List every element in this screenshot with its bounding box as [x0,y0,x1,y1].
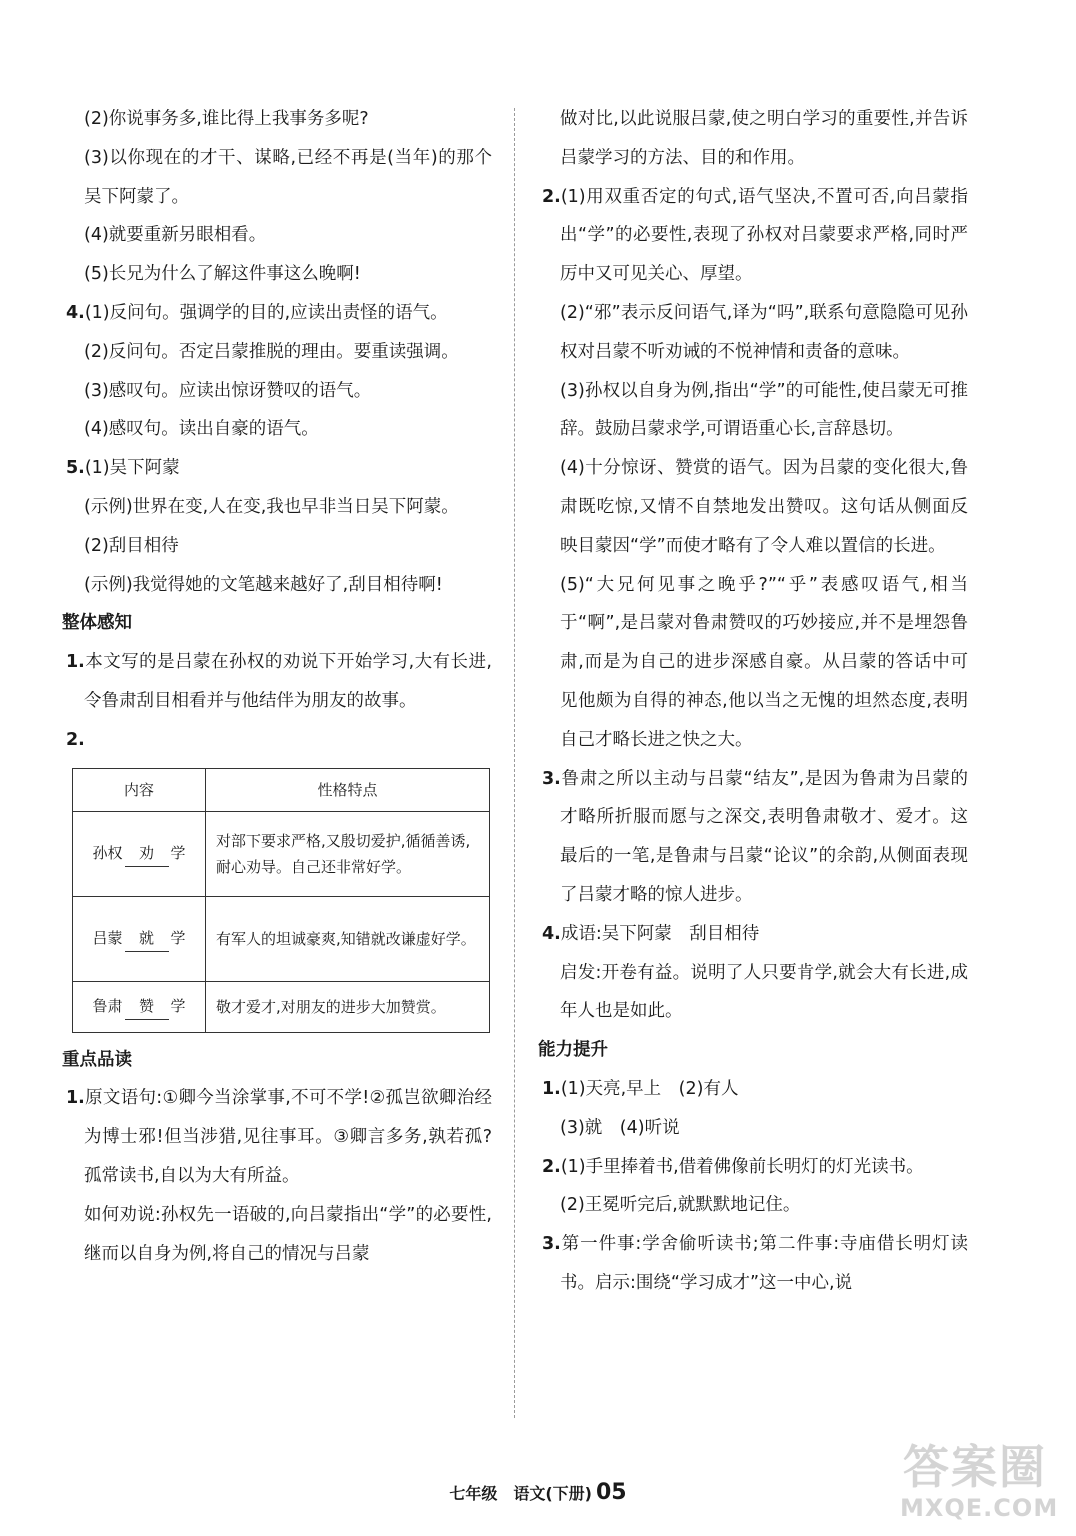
table-cell-person [73,981,206,1032]
q5-item-2: (2)刮目相待 [84,535,179,556]
footer-label: 七年级 语文(下册) [449,1484,592,1503]
watermark-url: MXQE.COM [900,1494,1059,1522]
q4-inspiration: 启发:开卷有益。说明了人只要肯学,就会大有长进,成年人也是如此。 [560,962,968,1022]
q2-item-5: (5)“大兄何见事之晚乎?”“乎”表感叹语气,相当于“啊”,是吕蒙对鲁肃赞叹的巧妙接应,并不是埋怨鲁肃,而是为自己的进步深感自豪。从吕蒙的答话中可见他颇为自得的神态,他以当之无愧的坦然态度,表明自己才略长进之快之大。 [560,574,968,750]
ability-q1-part2: (3)就 (4)听说 [560,1117,680,1138]
q4-item-4: (4)感叹句。读出自豪的语气。 [84,419,319,440]
overall-q1 [62,643,492,721]
key-q1-number: 1. [66,1088,85,1109]
q4r-number: 4. [542,923,561,944]
q3-item-4: (4)就要重新另眼相看。 [84,225,267,246]
q4-idioms: 成语:吴下阿蒙 刮目相待 [560,923,760,944]
key-q1 [62,1079,492,1195]
overall-q1-text: 本文写的是吕蒙在孙权的劝说下开始学习,大有长进,令鲁肃刮目相看并与他结伴为朋友的故事。 [84,652,492,711]
ability-q2-number: 2. [542,1156,561,1177]
ability-q3-number: 3. [542,1234,561,1255]
q4-answer [538,915,968,954]
q5-example-2: (示例)我觉得她的文笔越来越好了,刮目相待啊! [84,574,443,595]
ability-q1-text: (1)天亮,早上 (2)有人 [560,1078,739,1099]
q2-item-2: (2)“邪”表示反问语气,译为“吗”,联系句意隐隐可见孙权对吕蒙不听劝诫的不悦神情和责备的意味。 [560,302,968,362]
ability-q3 [538,1225,968,1303]
table-cell-person [73,896,206,981]
q5-number: 5. [66,458,85,479]
key-q1-continuation: 做对比,以此说服吕蒙,使之明白学习的重要性,并告诉吕蒙学习的方法、目的和作用。 [560,109,968,168]
right-column [538,100,968,1303]
table-cell-trait: 有军人的坦诚豪爽,知错就改谦虚好学。 [206,896,490,981]
q4-item-2: (2)反问句。否定吕蒙推脱的理由。要重读强调。 [84,341,459,362]
section-key-heading: 重点品读 [62,1049,132,1070]
overall-q1-number: 1. [66,652,85,673]
q5-item-1-text: (1)吴下阿蒙 [84,458,180,479]
person-suffix: 学 [170,929,186,948]
table-cell-person [73,811,206,896]
ability-q3-text: 第一件事:学舍偷听读书;第二件事:寺庙借长明灯读书。启示:围绕“学习成才”这一中心,说 [560,1234,968,1293]
q4-number: 4. [66,302,85,323]
fill-blank: 就 [125,925,169,952]
q5-example-1: (示例)世界在变,人在变,我也早非当日吴下阿蒙。 [84,496,459,517]
q2-number: 2. [542,186,561,207]
column-divider [514,108,515,1418]
key-q1-text: 原文语句:①卿今当涂掌事,不可不学!②孤岂欲卿治经为博士邪!但当涉猎,见往事耳。③卿言多务,孰若孤?孤常读书,自以为大有所益。 [84,1088,492,1186]
ability-q2-part2: (2)王冕听完后,就默默地记住。 [560,1195,801,1216]
table-row [73,896,490,981]
ability-q2 [538,1148,968,1187]
q4-item-3: (3)感叹句。应读出惊讶赞叹的语气。 [84,380,372,401]
table-cell-trait: 对部下要求严格,又殷切爱护,循循善诱,耐心劝导。自己还非常好学。 [206,811,490,896]
q3-item-3: (3)以你现在的才干、谋略,已经不再是(当年)的那个吴下阿蒙了。 [84,147,492,207]
q2-item-1 [538,178,968,294]
person-name: 鲁肃 [92,997,123,1016]
q4-item-1-text: (1)反问句。强调学的目的,应读出责怪的语气。 [84,302,448,323]
left-column [62,100,492,1273]
section-overall-heading: 整体感知 [62,613,132,634]
ability-q1 [538,1070,968,1109]
q4-item-1 [62,294,492,333]
q3-text: 鲁肃之所以主动与吕蒙“结友”,是因为鲁肃为吕蒙的才略所折服而愿与之深交,表明鲁肃敬才、爱才。这最后的一笔,是鲁肃与吕蒙“论议”的余韵,从侧面表现了吕蒙才略的惊人进步。 [560,768,968,905]
q2-item-3: (3)孙权以自身为例,指出“学”的可能性,使吕蒙无可推辞。鼓励吕蒙求学,可谓语重心长,言辞恳切。 [560,380,968,440]
person-name: 孙权 [92,844,123,863]
watermark-logo [900,1440,1059,1530]
overall-q2 [62,721,492,760]
q5-item-1 [62,449,492,488]
fill-blank: 赞 [125,993,169,1020]
ability-q2-text: (1)手里捧着书,借着佛像前长明灯的灯光读书。 [560,1156,924,1177]
table-header-content: 内容 [73,768,206,811]
q2-item-1-text: (1)用双重否定的句式,语气坚决,不置可否,向吕蒙指出“学”的必要性,表现了孙权对吕蒙要求严格,同时严厉中又可见关心、厚望。 [560,186,968,285]
q3-answer [538,760,968,915]
person-name: 吕蒙 [92,929,123,948]
table-row [73,811,490,896]
q3-number: 3. [542,768,561,789]
overall-q2-number: 2. [66,729,85,750]
person-suffix: 学 [170,844,186,863]
page-footer [438,1480,638,1505]
watermark-text: 答案圈 [903,1440,1047,1494]
page-number: 05 [596,1480,627,1505]
ability-q1-number: 1. [542,1078,561,1099]
q2-item-4: (4)十分惊讶、赞赏的语气。因为吕蒙的变化很大,鲁肃既吃惊,又情不自禁地发出赞叹。这句话从侧面反映目蒙因“学”而使才略有了令人难以置信的长进。 [560,458,968,556]
q3-item-5: (5)长兄为什么了解这件事这么晚啊! [84,264,361,285]
fill-blank: 劝 [125,840,169,867]
q3-item-2: (2)你说事务多,谁比得上我事务多呢? [84,109,369,129]
table-header-traits: 性格特点 [206,768,490,811]
table-cell-trait: 敬才爱才,对朋友的进步大加赞赏。 [206,981,490,1032]
character-table [72,768,490,1033]
table-row [73,981,490,1032]
key-q1-persuasion: 如何劝说:孙权先一语破的,向吕蒙指出“学”的必要性,继而以自身为例,将自己的情况与吕蒙 [84,1204,492,1264]
person-suffix: 学 [170,997,186,1016]
section-ability-heading: 能力提升 [538,1040,608,1061]
